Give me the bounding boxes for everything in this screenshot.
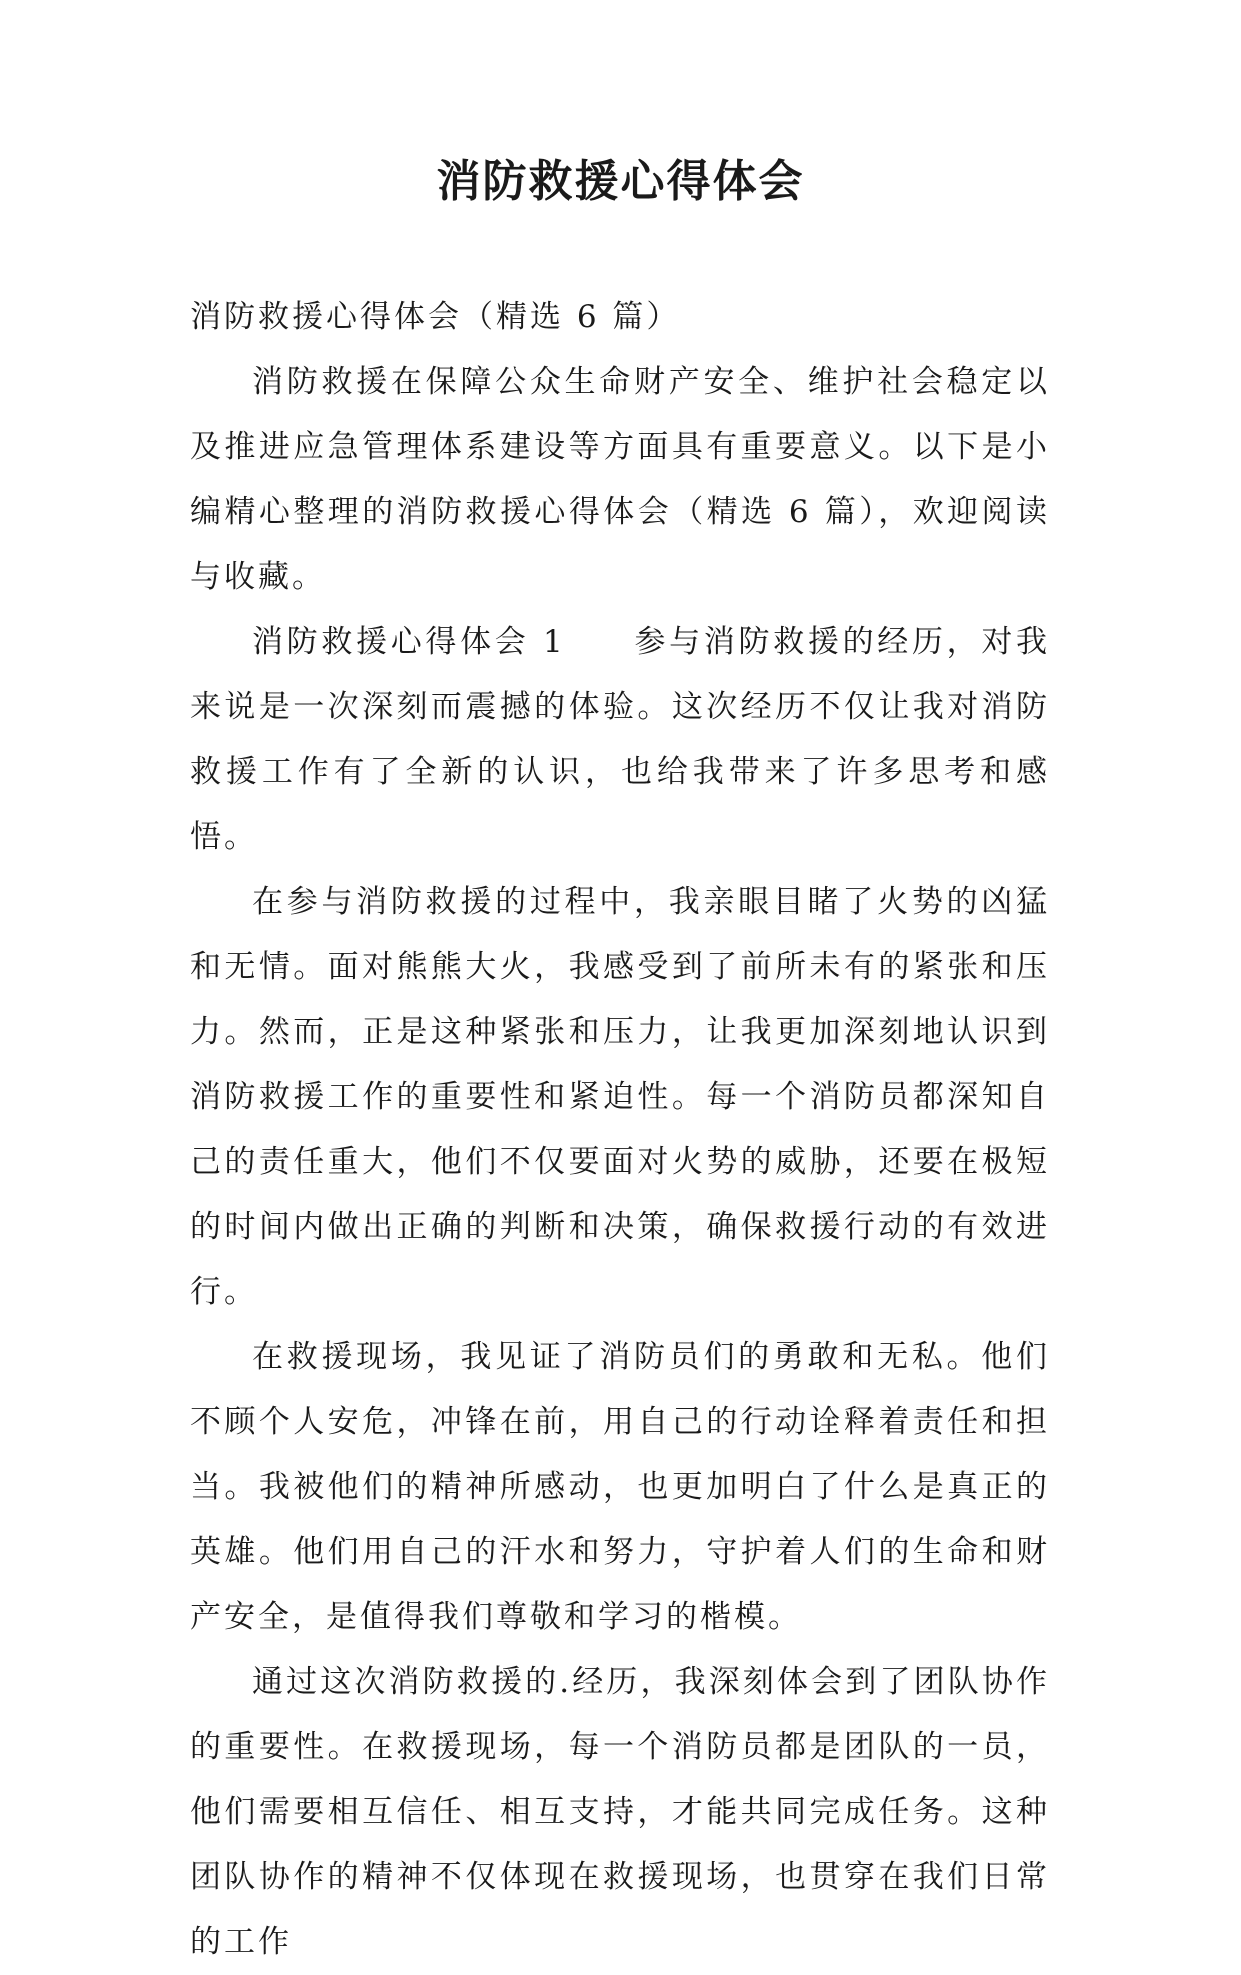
body-paragraph: 通过这次消防救援的.经历，我深刻体会到了团队协作的重要性。在救援现场，每一个消防员都是团队的一员，他们需要相互信任、相互支持，才能共同完成任务。这种团队协作的精神不仅体现在救援现场，也贯穿在我们日常的工作 xyxy=(190,1664,1050,1960)
body-paragraph: 在救援现场，我见证了消防员们的勇敢和无私。他们不顾个人安危，冲锋在前，用自己的行动诠释着责任和担当。我被他们的精神所感动，也更加明白了什么是真正的英雄。他们用自己的汗水和努力，守护着人们的生命和财产安全，是值得我们尊敬和学习的楷模。 xyxy=(190,1339,1050,1635)
section-1-text: 参与消防救援的经历，对我来说是一次深刻而震撼的体验。这次经历不仅让我对消防救援工作有了全新的认识，也给我带来了许多思考和感悟。 xyxy=(190,624,1051,855)
section-1-paragraph xyxy=(190,610,1050,870)
document-body xyxy=(190,285,1050,1975)
document-subtitle: 消防救援心得体会（精选 6 篇） xyxy=(190,299,681,335)
document-title: 消防救援心得体会 xyxy=(436,156,805,207)
body-paragraph: 在参与消防救援的过程中，我亲眼目睹了火势的凶猛和无情。面对熊熊大火，我感受到了前所未有的紧张和压力。然而，正是这种紧张和压力，让我更加深刻地认识到消防救援工作的重要性和紧迫性。每一个消防员都深知自己的责任重大，他们不仅要面对火势的威胁，还要在极短的时间内做出正确的判断和决策，确保救援行动的有效进行。 xyxy=(190,884,1050,1310)
intro-paragraph: 消防救援在保障公众生命财产安全、维护社会稳定以及推进应急管理体系建设等方面具有重要意义。以下是小编精心整理的消防救援心得体会（精选 6 篇），欢迎阅读与收藏。 xyxy=(190,364,1050,595)
section-heading: 消防救援心得体会 1 xyxy=(252,624,566,660)
